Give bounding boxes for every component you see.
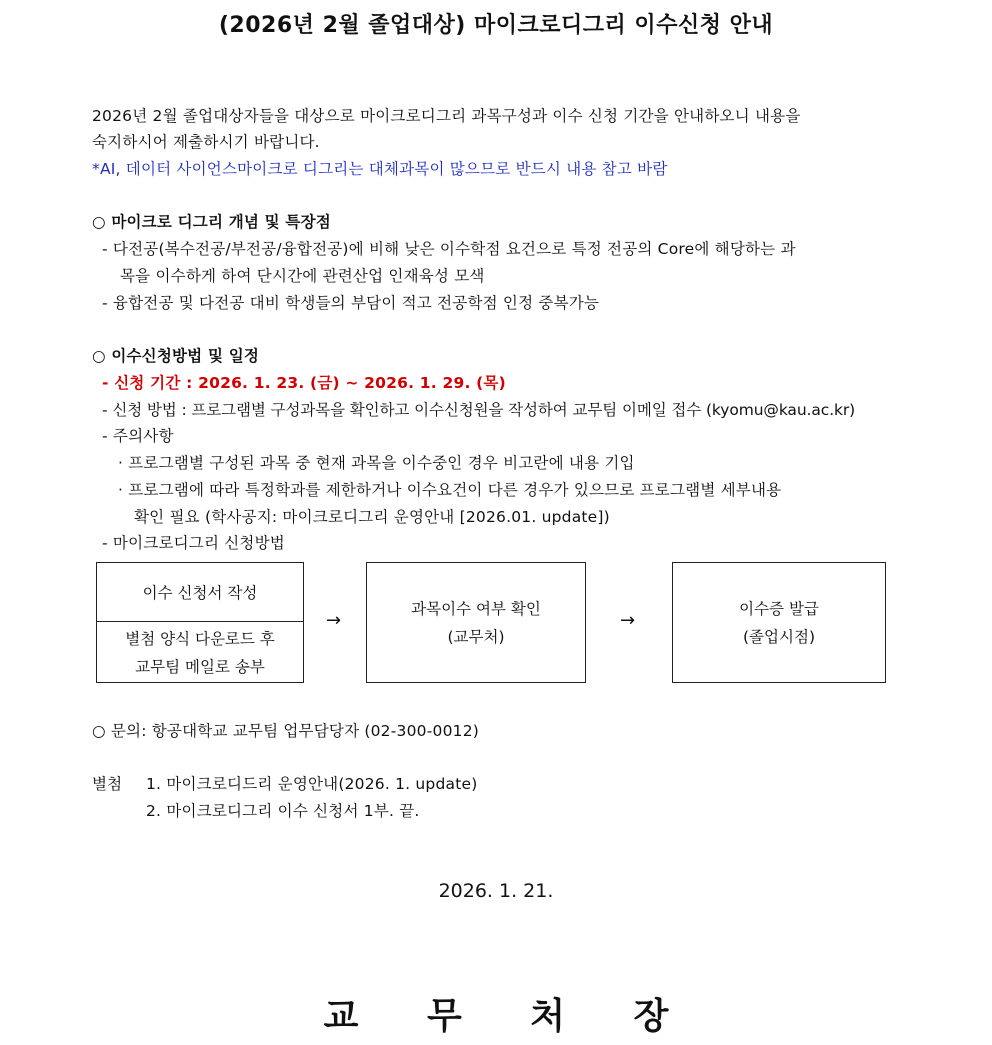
flow-step-1-detail-line2: 교무팀 메일로 송부: [135, 657, 265, 676]
application-method: - 신청 방법 : 프로그램별 구성과목을 확인하고 이수신청원을 작성하여 교무팀 이메일 접수 (kyomu@kau.ac.kr): [102, 401, 856, 419]
flow-step-3-line1: 이수증 발급: [739, 599, 819, 618]
flow-step-1-detail-line1: 별첨 양식 다운로드 후: [125, 629, 275, 648]
section1-heading: ○ 마이크로 디그리 개념 및 특장점: [92, 213, 331, 231]
flow-step-2-line1: 과목이수 여부 확인: [411, 599, 541, 618]
section1-item1-line1: - 다전공(복수전공/부전공/융합전공)에 비해 낮은 이수학점 요건으로 특정 전공의 Core에 해당하는 과: [102, 240, 796, 258]
contact-info: ○ 문의: 항공대학교 교무팀 업무담당자 (02-300-0012): [92, 722, 480, 740]
flow-heading: - 마이크로디그리 신청방법: [102, 534, 285, 552]
flow-arrow-2: →: [620, 610, 636, 631]
attachment-item-1: 1. 마이크로디드리 운영안내(2026. 1. update): [146, 775, 478, 793]
attachments-label: 별첨: [92, 775, 123, 793]
flow-step-1-title: 이수 신청서 작성: [142, 584, 258, 602]
application-period: - 신청 기간 : 2026. 1. 23. (금) ~ 2026. 1. 29. (목): [102, 374, 506, 392]
document-date: 2026. 1. 21.: [438, 880, 554, 902]
caution-item-1: · 프로그램별 구성된 과목 중 현재 과목을 이수중인 경우 비고란에 내용 기입: [118, 454, 635, 472]
section2-heading: ○ 이수신청방법 및 일정: [92, 347, 260, 365]
flow-step-3-line2: (졸업시점): [743, 627, 815, 646]
document-title: (2026년 2월 졸업대상) 마이크로디그리 이수신청 안내: [218, 13, 774, 38]
section1-item1-line2: 목을 이수하게 하여 단시간에 관련산업 인재육성 모색: [120, 267, 485, 285]
flow-step-2-box: [366, 562, 586, 683]
caution-heading: - 주의사항: [102, 427, 174, 445]
intro-line-1: 2026년 2월 졸업대상자들을 대상으로 마이크로디그리 과목구성과 이수 신청 기간을 안내하오니 내용을: [92, 107, 801, 125]
flow-arrow-1: →: [326, 610, 342, 631]
signature-title: 교 무 처 장: [323, 996, 697, 1037]
flow-step-1-detail: [97, 623, 303, 682]
caution-item-2-line2: 확인 필요 (학사공지: 마이크로디그리 운영안내 [2026.01. update]): [134, 508, 610, 526]
flow-step-3-box: [672, 562, 886, 683]
attachment-item-2: 2. 마이크로디그리 이수 신청서 1부. 끝.: [146, 802, 420, 820]
section1-item2: - 융합전공 및 다전공 대비 학생들의 부담이 적고 전공학점 인정 중복가능: [102, 294, 600, 312]
intro-line-2: 숙지하시어 제출하시기 바랍니다.: [92, 133, 320, 151]
caution-item-2-line1: · 프로그램에 따라 특정학과를 제한하거나 이수요건이 다른 경우가 있으므로 프로그램별 세부내용: [118, 481, 782, 499]
flow-step-2-line2: (교무처): [447, 627, 505, 646]
flow-step-1-header: [97, 563, 303, 622]
flow-step-1-box: [96, 562, 304, 683]
intro-note: *AI, 데이터 사이언스마이크로 디그리는 대체과목이 많으므로 반드시 내용 참고 바람: [92, 160, 668, 178]
